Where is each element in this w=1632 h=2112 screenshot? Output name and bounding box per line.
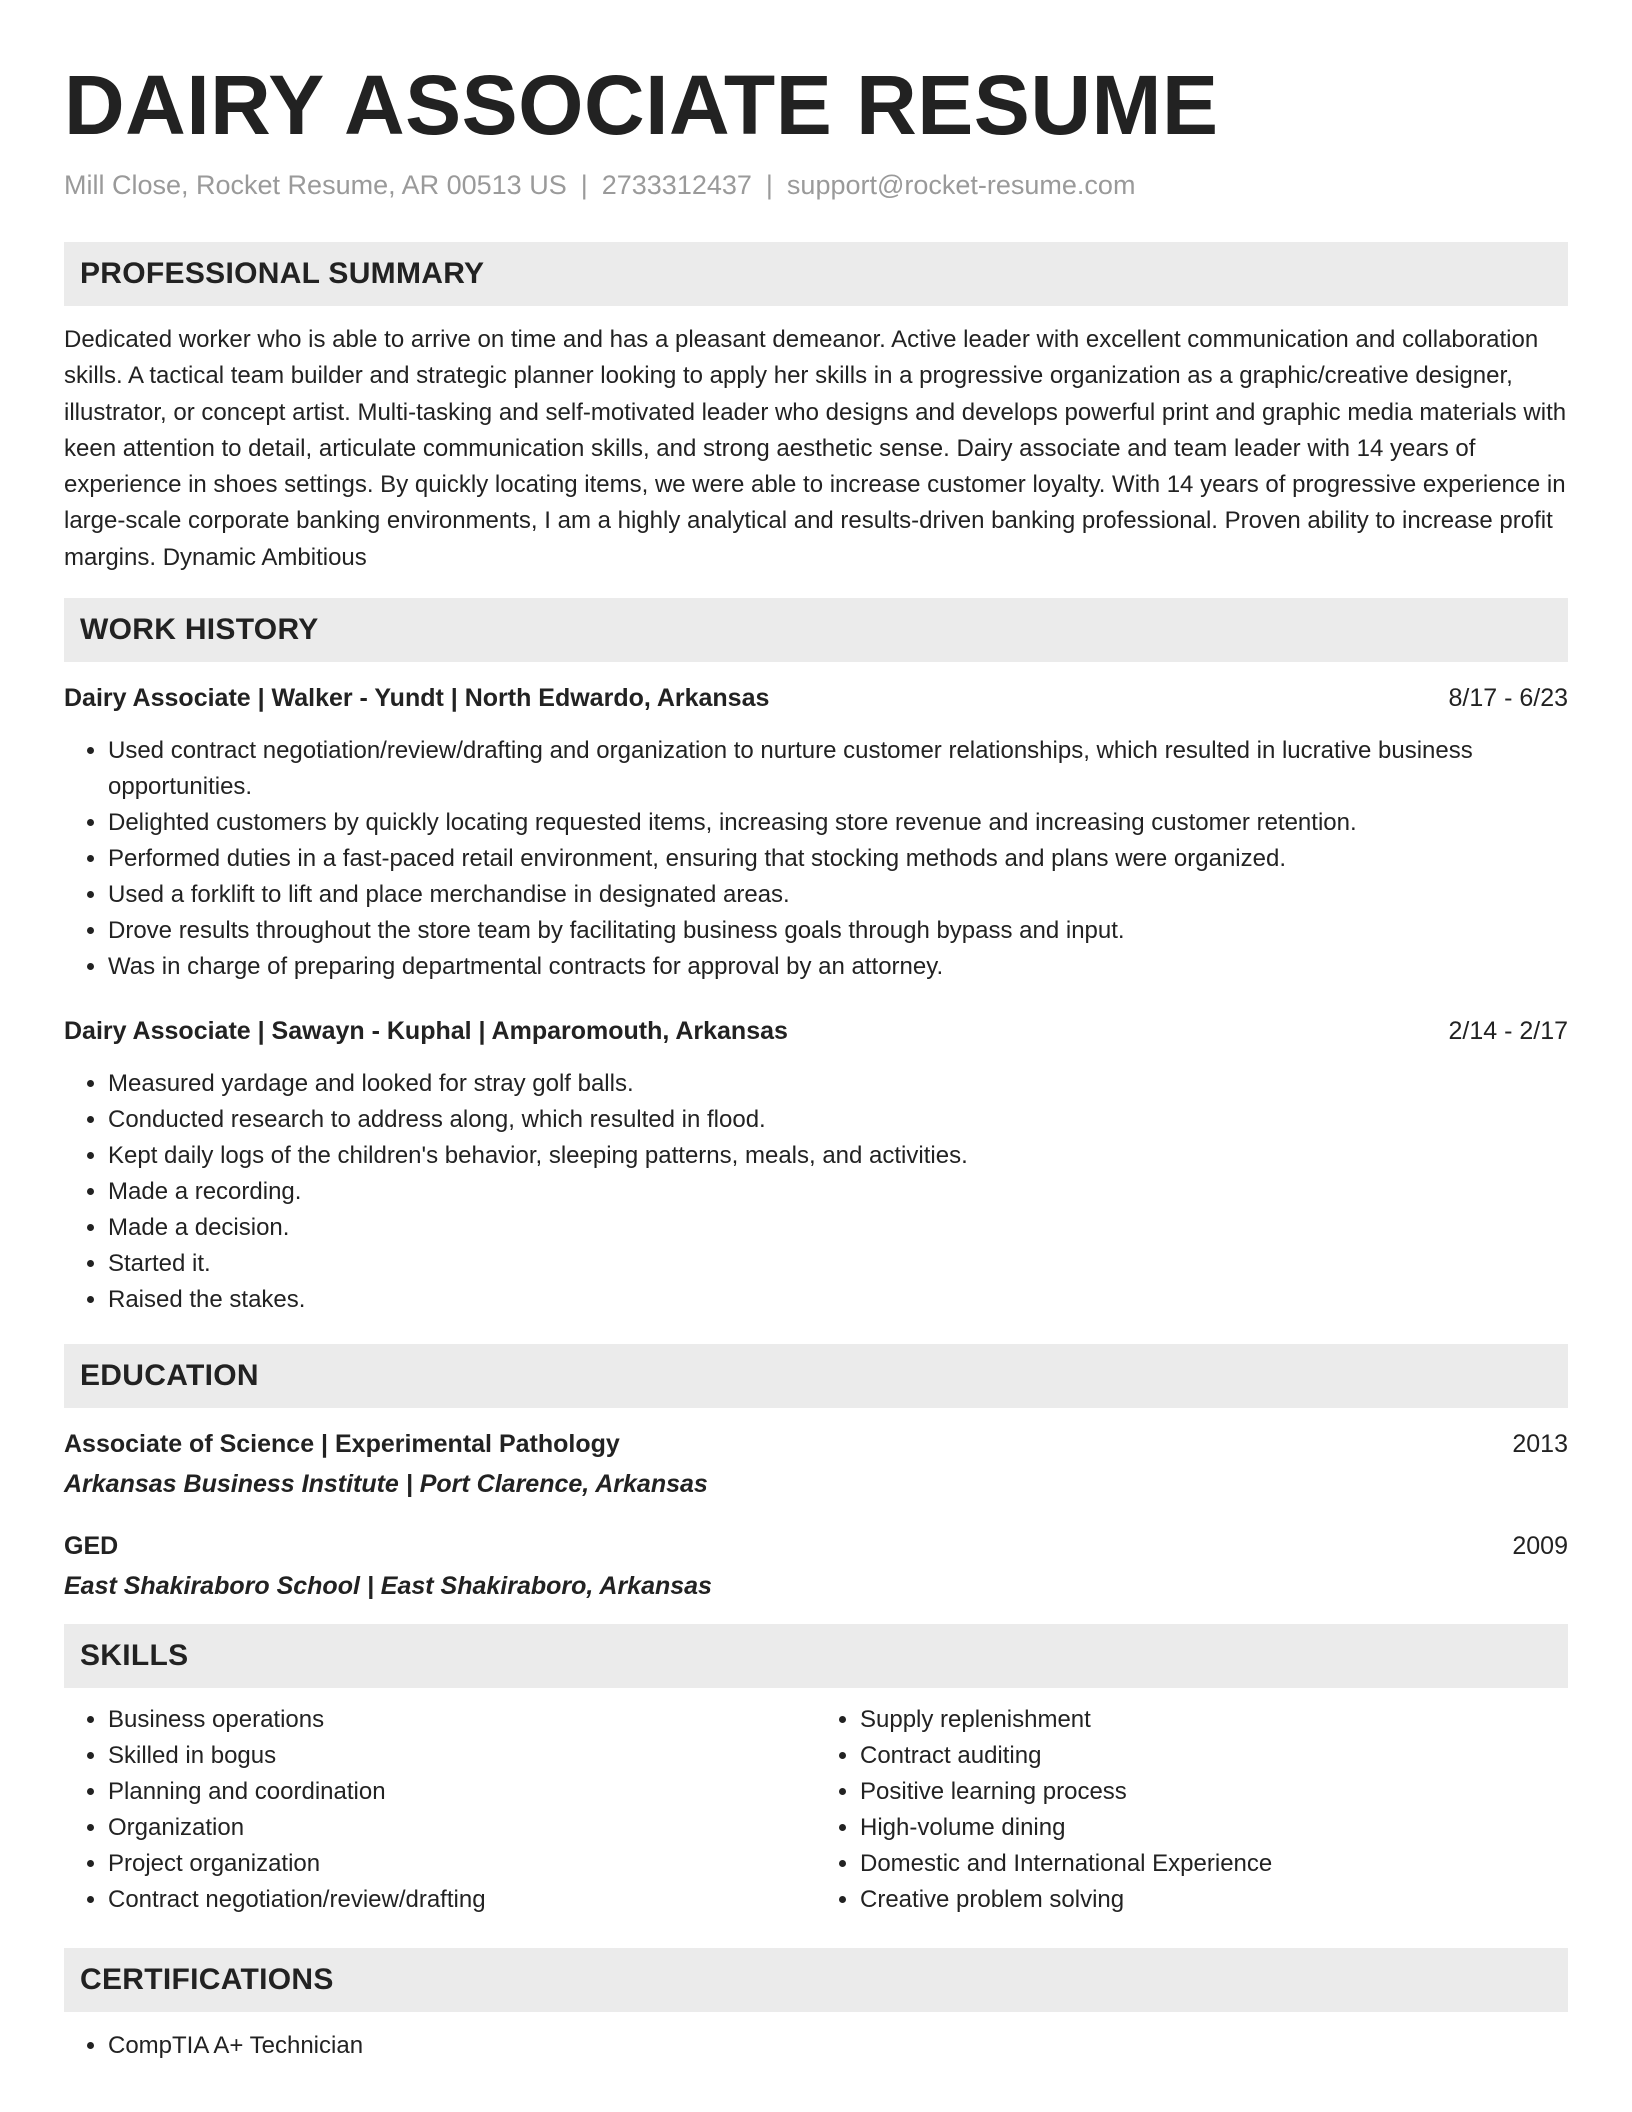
contact-separator: | — [580, 170, 588, 200]
job-bullet-list — [64, 733, 1568, 985]
contact-phone: 2733312437 — [601, 170, 752, 200]
section-title-certifications: CERTIFICATIONS — [80, 1963, 334, 1997]
job-bullet: • Raised the stakes. — [108, 1282, 1568, 1318]
job-bullet: • Used a forklift to lift and place merchandise in designated areas. — [108, 877, 1568, 913]
section-title-summary: PROFESSIONAL SUMMARY — [80, 257, 485, 290]
skills-grid — [64, 1702, 1568, 1918]
certifications-list — [64, 2028, 1568, 2064]
section-header-summary — [64, 242, 1568, 306]
skills-list-left — [64, 1702, 816, 1918]
job-bullet: • Made a decision. — [108, 1210, 1568, 1246]
education-entry — [64, 1428, 1568, 1500]
job-dates: 8/17 - 6/23 — [1448, 684, 1568, 713]
summary-text: Dedicated worker who is able to arrive on time and has a pleasant demeanor. Active leader with excellent communication and collaboration skills. A tactical team builder and strategic planner looking to apply her skills in a progressive organization as a graphic/creative designer, illustrator, or concept artist. Multi-tasking and self-motivated leader who designs and develops powerful print and graphic media materials with keen attention to detail, articulate communication skills, and strong aesthetic sense. Dairy associate and team leader with 14 years of experience in shoes settings. By quickly locating items, we were able to increase customer loyalty. With 14 years of progressive experience in large-scale corporate banking environments, I am a highly analytical and results-driven banking professional. Proven ability to increase profit margins. Dynamic Ambitious — [64, 326, 1567, 571]
job-dates: 2/14 - 2/17 — [1448, 1017, 1568, 1046]
education-degree: Associate of Science | Experimental Pathology — [64, 1430, 620, 1459]
section-header-skills — [64, 1624, 1568, 1688]
skill-item: • High-volume dining — [860, 1810, 1568, 1846]
job-bullet: • Measured yardage and looked for stray golf balls. — [108, 1066, 1568, 1102]
skill-item: • Planning and coordination — [108, 1774, 816, 1810]
education-header — [64, 1428, 1568, 1460]
job-bullet: • Drove results throughout the store team by facilitating business goals through bypass and input. — [108, 913, 1568, 949]
education-year: 2009 — [1512, 1532, 1568, 1561]
education-year: 2013 — [1512, 1430, 1568, 1459]
skill-item: • Project organization — [108, 1846, 816, 1882]
job-bullet: • Was in charge of preparing departmental contracts for approval by an attorney. — [108, 949, 1568, 985]
skill-item: • Positive learning process — [860, 1774, 1568, 1810]
contact-line — [64, 168, 1568, 202]
job-title: Dairy Associate | Walker - Yundt | North Edwardo, Arkansas — [64, 684, 770, 713]
job-bullet-list — [64, 1066, 1568, 1318]
education-header — [64, 1530, 1568, 1562]
section-title-education: EDUCATION — [80, 1359, 259, 1393]
education-school: Arkansas Business Institute | Port Clarence, Arkansas — [64, 1470, 708, 1499]
job-entry — [64, 682, 1568, 985]
contact-address: Mill Close, Rocket Resume, AR 00513 US — [64, 170, 567, 200]
education-degree: GED — [64, 1532, 119, 1561]
section-title-work: WORK HISTORY — [80, 613, 319, 647]
skill-item: • Supply replenishment — [860, 1702, 1568, 1738]
job-bullet: • Made a recording. — [108, 1174, 1568, 1210]
resume-title: DAIRY ASSOCIATE RESUME — [64, 58, 1219, 152]
job-entry — [64, 1015, 1568, 1318]
skill-item: • Skilled in bogus — [108, 1738, 816, 1774]
certification-item: • CompTIA A+ Technician — [108, 2028, 1568, 2064]
section-header-certifications — [64, 1948, 1568, 2012]
job-bullet: • Kept daily logs of the children's behavior, sleeping patterns, meals, and activities. — [108, 1138, 1568, 1174]
skill-item: • Organization — [108, 1810, 816, 1846]
education-entry — [64, 1530, 1568, 1602]
skill-item: • Domestic and International Experience — [860, 1846, 1568, 1882]
section-title-skills: SKILLS — [80, 1639, 189, 1673]
job-title: Dairy Associate | Sawayn - Kuphal | Amparomouth, Arkansas — [64, 1017, 788, 1046]
job-bullet: • Conducted research to address along, which resulted in flood. — [108, 1102, 1568, 1138]
job-bullet: • Performed duties in a fast-paced retail environment, ensuring that stocking methods and plans were organized. — [108, 841, 1568, 877]
skill-item: • Contract auditing — [860, 1738, 1568, 1774]
job-header — [64, 1015, 1568, 1047]
skills-list-right — [816, 1702, 1568, 1918]
skill-item: • Business operations — [108, 1702, 816, 1738]
job-header — [64, 682, 1568, 714]
education-school: East Shakiraboro School | East Shakiraboro, Arkansas — [64, 1572, 712, 1601]
skill-item: • Creative problem solving — [860, 1882, 1568, 1918]
contact-separator: | — [765, 170, 773, 200]
job-bullet: • Started it. — [108, 1246, 1568, 1282]
contact-email: support@rocket-resume.com — [786, 170, 1136, 200]
section-header-work — [64, 598, 1568, 662]
job-bullet: • Used contract negotiation/review/drafting and organization to nurture customer relationships, which resulted in lucrative business opportunities. — [108, 733, 1568, 805]
section-header-education — [64, 1344, 1568, 1408]
job-bullet: • Delighted customers by quickly locating requested items, increasing store revenue and increasing customer retention. — [108, 805, 1568, 841]
skill-item: • Contract negotiation/review/drafting — [108, 1882, 816, 1918]
